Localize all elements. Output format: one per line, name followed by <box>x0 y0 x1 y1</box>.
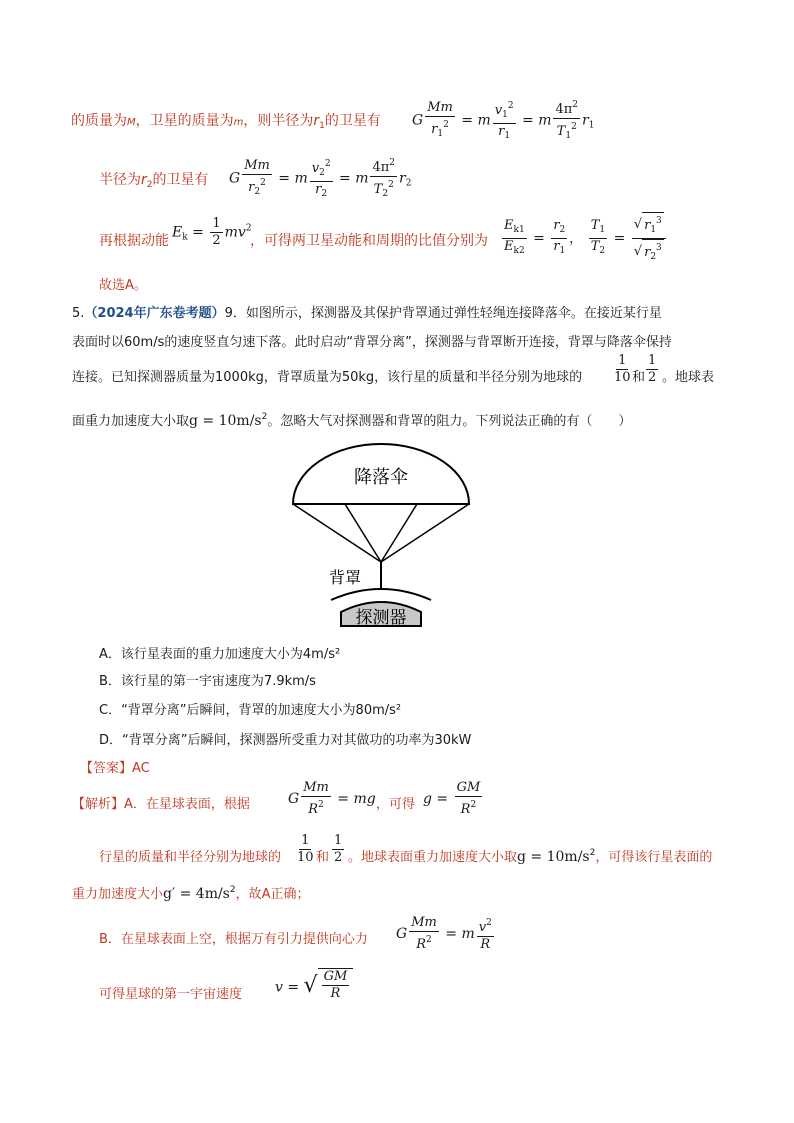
text-line-r2 <box>99 169 209 190</box>
fraction-1-10: $\frac{1}{10}$ <box>614 353 631 385</box>
var-r1-sub: 1 <box>319 121 325 131</box>
question-source: （2024年广东卷考题） <box>84 306 225 321</box>
question-5-line-4: 面重力加速度大小取$g = 10m/s^2$。忽略大气对探测器和背罩的阻力。下列说法正确的有（ ） <box>72 412 632 429</box>
equation-r1: G $\frac{Mm}{r_1^2}$ = m $\frac{v_1^2}{r_1}$ = m $\frac{4\pi^2}{T_1^2}$ $r_1$ <box>412 97 594 144</box>
var-m: m <box>233 117 244 128</box>
cord-mid-right <box>381 504 417 562</box>
conclusion-text: 故选A。 <box>99 278 147 293</box>
text-segment: 行星的质量和半径分别为地球的 <box>99 850 282 865</box>
text-line-kinetic-2 <box>250 230 488 250</box>
analysis-label: 【解析】 <box>72 797 125 812</box>
analysis-velocity-line: 可得星球的第一宇宙速度 <box>99 987 243 1002</box>
question-5-line-1 <box>72 302 662 321</box>
equation-first-cosmic-velocity: v = √ $\frac{GM}{R}$ <box>275 968 353 1002</box>
text-segment: ，则半径为 <box>243 113 314 129</box>
equation-centripetal: G $\frac{Mm}{R^2}$ = m $\frac{v^2}{R}$ <box>396 915 492 952</box>
text-segment: 。地球表 <box>662 370 715 385</box>
fraction-1-2: $\frac{1}{2}$ <box>648 353 657 385</box>
var-r2: r <box>141 172 147 188</box>
option-c: C．“背罩分离”后瞬间，背罩的加速度大小为80m/s² <box>99 703 402 718</box>
analysis-ratio-line <box>99 846 281 865</box>
text-segment: 面重力加速度大小取 <box>72 414 190 429</box>
text-segment: ，卫星的质量为 <box>135 113 234 129</box>
equation-r2: G $\frac{Mm}{r_2^2}$ = m $\frac{v_2^2}{r_2}$ = m $\frac{4\pi^2}{T_2^2}$ $r_2$ <box>229 155 411 202</box>
var-r2-sub: 2 <box>146 180 153 190</box>
text-line-mass <box>71 110 381 131</box>
parachute-label: 降落伞 <box>354 467 408 488</box>
text-segment: A．在星球表面，根据 <box>124 797 250 812</box>
answer-value: AC <box>132 761 150 776</box>
equation-ratios: $\frac{E_{k1}}{E_{k2}}$ = $\frac{r_2}{r_1}$ ， $\frac{T_1}{T_2}$ = √ $r_1^3$ √ $r_2^3$ <box>500 212 668 265</box>
option-b: B．该行星的第一宇宙速度为7.9km/s <box>99 674 316 689</box>
text-segment: 半径为 <box>99 172 141 188</box>
option-a: A．该行星表面的重力加速度大小为4m/s² <box>99 647 341 662</box>
question-5-line-3 <box>72 366 582 385</box>
fraction-1-2-analysis: $\frac{1}{2}$ <box>334 833 343 865</box>
cord-mid-left <box>345 504 381 562</box>
var-r1: r <box>313 113 320 129</box>
text-segment: ，可得 <box>376 797 416 812</box>
analysis-result-line: 重力加速度大小$g' = 4m/s^2$，故A正确； <box>72 885 310 902</box>
equation-kinetic-energy: $E_k$ = $\frac{1}{2}$ $mv^2$ <box>172 216 252 248</box>
text-segment: 的质量为 <box>71 113 127 129</box>
text-line-kinetic <box>99 230 169 250</box>
text-segment: 。忽略大气对探测器和背罩的阻力。下列说法正确的有（ ） <box>267 414 632 429</box>
text-segment: 和 <box>632 370 646 385</box>
text-segment: 和 <box>316 850 330 865</box>
equation-surface-gravity: G $\frac{Mm}{R^2}$ = mg <box>288 780 376 817</box>
shield-arc <box>331 589 431 600</box>
text-segment: 重力加速度大小 <box>72 887 164 902</box>
question-number: 5. <box>72 306 85 321</box>
text-segment: 。地球表面重力加速度大小取 <box>348 850 518 865</box>
text-segment: ，故A正确； <box>235 887 310 902</box>
analysis-ratio-line-2: 。地球表面重力加速度大小取$g = 10m/s^2$，可得该行星表面的 <box>348 848 713 865</box>
question-5-line-2: 表面时以60m/s的速度竖直匀速下落。此时启动“背罩分离”，探测器与背罩断开连接，背罩与降落伞保持 <box>72 335 672 350</box>
equation-g: g = $\frac{GM}{R^2}$ <box>423 780 481 817</box>
answer-label: 【答案】 <box>80 761 133 776</box>
var-M: M <box>127 117 136 128</box>
comma: ， <box>569 231 583 247</box>
text-segment: 连接。已知探测器质量为1000kg，背罩质量为50kg，该行星的质量和半径分别为地球的 <box>72 370 583 385</box>
text-segment: 的卫星有 <box>152 172 209 188</box>
cord-right <box>381 504 469 562</box>
parachute-figure <box>285 440 475 630</box>
gravity-value-analysis: g = 10m/s <box>517 849 590 865</box>
text-segment: ，可得两卫星动能和周期的比值分别为 <box>250 233 488 249</box>
gravity-value: g = 10m/s <box>189 413 262 429</box>
answer-line <box>80 757 150 776</box>
text-segment: ，可得该行星表面的 <box>595 850 713 865</box>
analysis-b-line: B．在星球表面上空，根据万有引力提供向心力 <box>99 932 368 947</box>
analysis-a-line <box>72 793 250 812</box>
fraction-1-10-analysis: $\frac{1}{10}$ <box>297 833 314 865</box>
option-d: D．“背罩分离”后瞬间，探测器所受重力对其做功的功率为30kW <box>99 733 472 748</box>
text-segment: 9．如图所示，探测器及其保护背罩通过弹性轻绳连接降落伞。在接近某行星 <box>224 306 662 321</box>
text-segment: 的卫星有 <box>324 113 381 129</box>
shield-label: 背罩 <box>328 568 362 587</box>
text-segment: 再根据动能 <box>99 233 169 249</box>
probe-label: 探测器 <box>355 608 407 628</box>
cord-left <box>293 504 381 562</box>
gravity-result: g′ = 4m/s <box>163 886 230 902</box>
